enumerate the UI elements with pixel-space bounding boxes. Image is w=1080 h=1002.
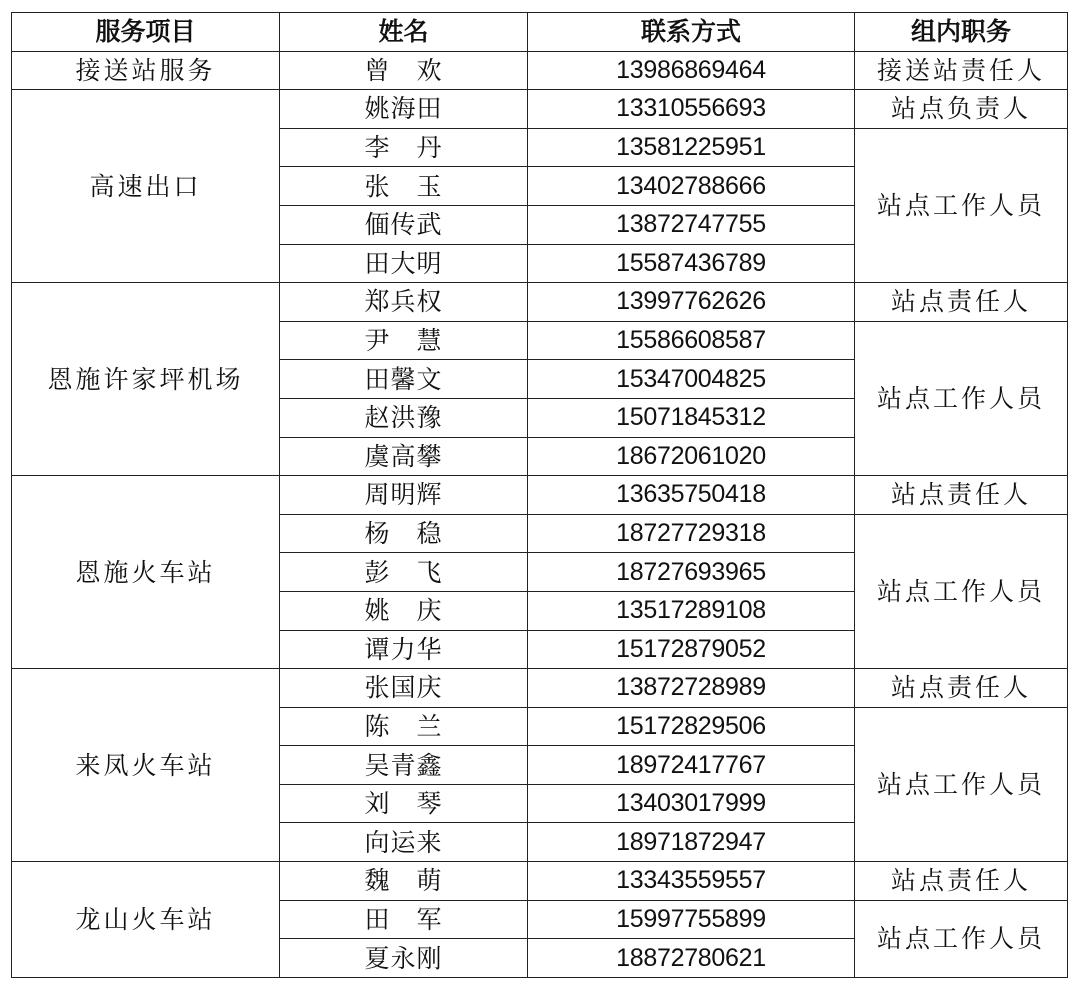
phone-cell: 15172879052	[528, 630, 855, 669]
phone-cell: 13997762626	[528, 283, 855, 322]
name-cell: 郑兵权	[280, 283, 528, 322]
name-cell: 谭力华	[280, 630, 528, 669]
name-cell: 张国庆	[280, 669, 528, 708]
project-cell: 恩施火车站	[12, 476, 280, 669]
header-role: 组内职务	[855, 13, 1068, 52]
phone-cell: 13581225951	[528, 128, 855, 167]
name-cell: 田 军	[280, 900, 528, 939]
role-cell: 站点工作人员	[855, 900, 1068, 977]
name-cell: 张 玉	[280, 167, 528, 206]
table-row	[12, 669, 1068, 708]
header-project: 服务项目	[12, 13, 280, 52]
role-cell: 站点责任人	[855, 862, 1068, 901]
phone-cell: 13872728989	[528, 669, 855, 708]
name-cell: 田馨文	[280, 360, 528, 399]
name-cell: 魏 萌	[280, 862, 528, 901]
role-cell: 站点责任人	[855, 476, 1068, 515]
role-cell: 站点工作人员	[855, 514, 1068, 668]
phone-cell: 15071845312	[528, 398, 855, 437]
role-cell: 站点工作人员	[855, 128, 1068, 282]
name-cell: 杨 稳	[280, 514, 528, 553]
name-cell: 刘 琴	[280, 784, 528, 823]
name-cell: 陈 兰	[280, 707, 528, 746]
table-row	[12, 90, 1068, 129]
name-cell: 夏永刚	[280, 939, 528, 978]
project-cell: 接送站服务	[12, 51, 280, 90]
header-row	[12, 13, 1068, 52]
phone-cell: 13403017999	[528, 784, 855, 823]
project-cell: 高速出口	[12, 90, 280, 283]
name-cell: 曾 欢	[280, 51, 528, 90]
name-cell: 田大明	[280, 244, 528, 283]
name-cell: 虞高攀	[280, 437, 528, 476]
phone-cell: 15172829506	[528, 707, 855, 746]
project-cell: 恩施许家坪机场	[12, 283, 280, 476]
table-row	[12, 862, 1068, 901]
role-cell: 站点工作人员	[855, 707, 1068, 861]
phone-cell: 13986869464	[528, 51, 855, 90]
project-cell: 龙山火车站	[12, 862, 280, 978]
name-cell: 吴青鑫	[280, 746, 528, 785]
phone-cell: 13402788666	[528, 167, 855, 206]
staff-roster-table	[11, 12, 1068, 978]
project-cell: 来凤火车站	[12, 669, 280, 862]
phone-cell: 18672061020	[528, 437, 855, 476]
name-cell: 周明辉	[280, 476, 528, 515]
name-cell: 赵洪豫	[280, 398, 528, 437]
phone-cell: 18727693965	[528, 553, 855, 592]
phone-cell: 13872747755	[528, 205, 855, 244]
header-name: 姓名	[280, 13, 528, 52]
phone-cell: 18972417767	[528, 746, 855, 785]
phone-cell: 15997755899	[528, 900, 855, 939]
role-cell: 站点工作人员	[855, 321, 1068, 475]
phone-cell: 15587436789	[528, 244, 855, 283]
role-cell: 站点负责人	[855, 90, 1068, 129]
role-cell: 接送站责任人	[855, 51, 1068, 90]
phone-cell: 15586608587	[528, 321, 855, 360]
name-cell: 姚 庆	[280, 591, 528, 630]
phone-cell: 13517289108	[528, 591, 855, 630]
name-cell: 向运来	[280, 823, 528, 862]
header-phone: 联系方式	[528, 13, 855, 52]
phone-cell: 18971872947	[528, 823, 855, 862]
table-row	[12, 51, 1068, 90]
role-cell: 站点责任人	[855, 283, 1068, 322]
phone-cell: 18727729318	[528, 514, 855, 553]
role-cell: 站点责任人	[855, 669, 1068, 708]
table-row	[12, 476, 1068, 515]
name-cell: 尹 慧	[280, 321, 528, 360]
phone-cell: 13343559557	[528, 862, 855, 901]
name-cell: 李 丹	[280, 128, 528, 167]
table-row	[12, 283, 1068, 322]
phone-cell: 18872780621	[528, 939, 855, 978]
name-cell: 偭传武	[280, 205, 528, 244]
name-cell: 姚海田	[280, 90, 528, 129]
phone-cell: 13635750418	[528, 476, 855, 515]
name-cell: 彭 飞	[280, 553, 528, 592]
phone-cell: 15347004825	[528, 360, 855, 399]
phone-cell: 13310556693	[528, 90, 855, 129]
